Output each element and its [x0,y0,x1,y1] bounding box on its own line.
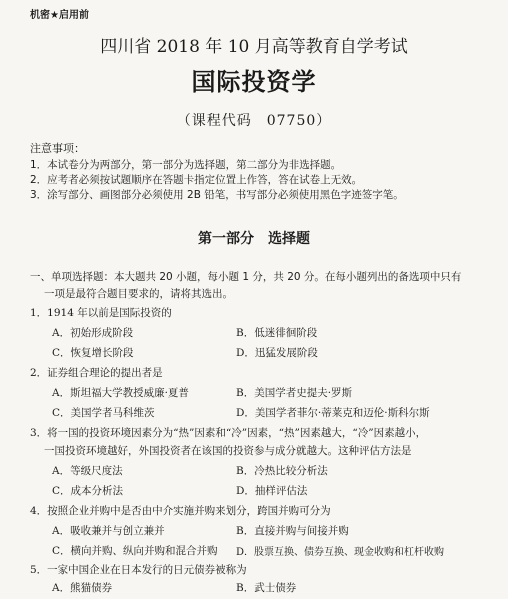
exam-title: 四川省 2018 年 10 月高等教育自学考试 [100,37,408,57]
question-option: C．美国学者马科维茨 [52,407,155,419]
question-option: D．抽样评估法 [236,485,308,497]
question-option: A．斯坦福大学教授威廉·夏普 [52,387,189,399]
question-option: A．初始形成阶段 [52,327,134,339]
question-stem: 5．一家中国企业在日本发行的日元债券被称为 [30,564,247,576]
section-instruction: 一、单项选择题：本大题共 20 小题，每小题 1 分，共 20 分。在每小题列出的备选项中只有 [30,271,462,283]
notice-item: 2．应考者必须按试题顺序在答题卡指定位置上作答，答在试卷上无效。 [30,174,363,186]
question-option: D．股票互换、债券互换、现金收购和杠杆收购 [236,547,445,558]
part-title: 第一部分 选择题 [198,231,310,247]
question-stem: 3．将一国的投资环境因素分为“热”因素和“冷”因素，“热”因素越大，“冷”因素越小， [30,427,427,439]
course-code: （课程代码 07750） [176,113,332,129]
question-option: D．美国学者菲尔·蒂莱克和迈伦·斯科尔斯 [236,407,430,419]
subject-title: 国际投资学 [191,67,317,96]
question-option: C．横向并购、纵向并购和混合并购 [52,545,218,557]
question-stem: 一国投资环境越好，外国投资者在该国的投资参与成分就越大。这种评估方法是 [44,445,412,457]
question-stem: 2．证券组合理论的提出者是 [30,367,163,379]
question-option: A．吸收兼并与创立兼并 [52,525,165,537]
section-instruction: 一项是最符合题目要求的，请将其选出。 [44,288,233,300]
question-option: A．熊猫债券 [52,582,113,594]
question-option: C．成本分析法 [52,485,124,497]
question-option: B．冷热比较分析法 [236,465,328,477]
question-stem: 4．按照企业并购中是否由中介实施并购来划分，跨国并购可分为 [30,505,331,517]
question-option: D．迅猛发展阶段 [236,347,318,359]
question-option: B．美国学者史提夫·罗斯 [236,387,353,399]
question-option: B．低迷徘徊阶段 [236,327,318,339]
question-option: B．武士债券 [236,582,297,594]
question-stem: 1．1914 年以前是国际投资的 [30,307,172,319]
notice-item: 3．涂写部分、画图部分必须使用 2B 铅笔，书写部分必须使用黑色字迹签字笔。 [30,189,404,201]
question-option: A．等级尺度法 [52,465,123,477]
notice-heading: 注意事项： [30,142,85,155]
confidential-label: 机密★启用前 [30,10,89,21]
notice-item: 1．本试卷分为两部分，第一部分为选择题，第二部分为非选择题。 [30,159,342,171]
question-option: B．直接并购与间接并购 [236,525,349,537]
question-option: C．恢复增长阶段 [52,347,134,359]
